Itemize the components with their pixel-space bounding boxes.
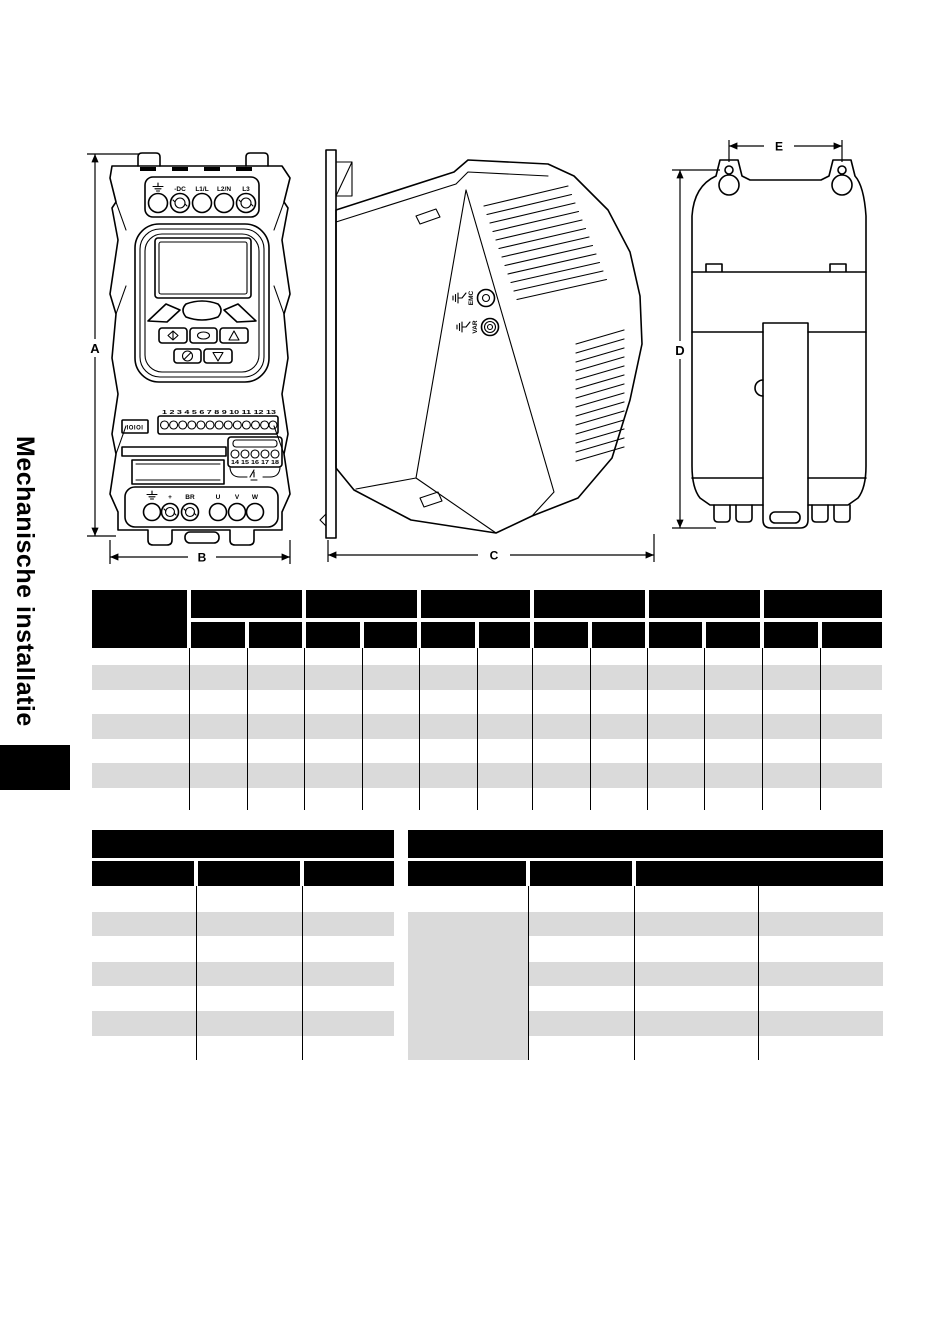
earth-ground-icon	[147, 491, 157, 499]
earth-ground-icon	[453, 293, 466, 303]
t2-title-bar	[92, 830, 394, 858]
display-screen	[155, 238, 251, 298]
down-button	[204, 349, 232, 363]
control-terminal-numbers: 1 2 3 4 5 6 7 8 9 10 11 12 13	[162, 410, 276, 416]
dimension-C	[328, 534, 654, 563]
t1-sub-header	[822, 622, 882, 648]
t1-sub-header	[364, 622, 417, 648]
t1-sub-header	[706, 622, 760, 648]
dim-E-label: E	[774, 139, 784, 154]
t1-sub-header	[306, 622, 360, 648]
relay-contact-icon	[250, 470, 257, 480]
t1-row-stripe	[92, 665, 882, 690]
t3-title-bar	[408, 830, 883, 858]
t1-sub-header	[592, 622, 645, 648]
side-view-drawing	[316, 146, 661, 566]
t1-group-header	[764, 590, 882, 618]
t1-sub-header	[479, 622, 530, 648]
keyhole-slot-right	[832, 166, 852, 195]
t3-header-cell	[636, 861, 883, 886]
t1-sub-header	[249, 622, 302, 648]
enclosure-side-outline	[336, 160, 642, 533]
t1-sub-header	[649, 622, 702, 648]
t2-header-cell	[198, 861, 300, 886]
t3-row-stripe	[528, 912, 883, 936]
navigate-button	[190, 328, 217, 343]
terminal-label-v: V	[234, 494, 240, 501]
power-terminal-block	[125, 487, 278, 527]
t2-header-cell	[92, 861, 194, 886]
t1-header-col1	[92, 590, 187, 648]
terminal-label-plus: +	[168, 494, 172, 501]
t1-group-header	[191, 590, 302, 618]
relay-terminal-numbers: 14 15 16 17 18	[231, 460, 280, 466]
start-button	[159, 328, 187, 343]
stop-button	[174, 349, 201, 363]
t3-merged-cell	[408, 912, 528, 1060]
t1-sub-header	[534, 622, 588, 648]
mounting-table-left	[92, 830, 394, 1060]
t1-group-header	[306, 590, 417, 618]
terminal-label-l3: L3	[242, 186, 250, 193]
vent-grille-upper	[484, 186, 607, 300]
t2-row-stripe	[92, 962, 394, 986]
var-label: VAR	[472, 320, 479, 334]
dimension-D	[670, 170, 720, 528]
var-screw	[457, 319, 499, 336]
dimension-E	[729, 140, 842, 163]
terminal-label-l2: L2/N	[216, 186, 232, 193]
softkey-row	[148, 301, 256, 322]
t1-sub-header	[421, 622, 475, 648]
serial-port-label: IOIOI	[126, 425, 144, 432]
mounting-table-right	[408, 830, 883, 1060]
dim-B-label: B	[197, 550, 207, 565]
enclosure-back-outline	[692, 160, 866, 522]
terminal-label-u: U	[215, 494, 221, 501]
t3-header-cell	[408, 861, 526, 886]
terminal-label-dc: -DC	[174, 186, 186, 193]
dim-A-label: A	[90, 341, 100, 356]
up-button	[220, 328, 248, 343]
dimensions-table	[92, 590, 882, 810]
cable-channel	[755, 323, 808, 528]
chapter-tab-marker	[0, 745, 70, 790]
terminal-label-w: W	[251, 494, 259, 501]
t1-sub-header	[191, 622, 245, 648]
dim-C-label: C	[489, 548, 499, 563]
terminal-label-br: BR	[185, 494, 195, 501]
back-view-drawing	[664, 136, 886, 548]
t1-row-stripe	[92, 763, 882, 788]
t1-group-header	[534, 590, 645, 618]
earth-ground-icon	[153, 183, 163, 191]
t2-header-cell	[304, 861, 394, 886]
emc-label: EMC	[468, 290, 475, 306]
t3-row-stripe	[528, 962, 883, 986]
t1-row-stripe	[92, 714, 882, 739]
t2-row-stripe	[92, 1011, 394, 1036]
t1-group-header	[649, 590, 760, 618]
front-view-drawing	[82, 144, 304, 572]
t3-row-stripe	[528, 1011, 883, 1036]
dim-D-label: D	[675, 343, 685, 358]
t2-row-stripe	[92, 912, 394, 936]
emc-screw	[453, 290, 495, 307]
top-terminal-block	[145, 177, 259, 217]
earth-ground-icon	[457, 322, 470, 332]
back-panel-lines	[692, 264, 866, 478]
t1-sub-header	[764, 622, 818, 648]
relay-terminal-panel	[228, 437, 282, 480]
sidebar-chapter-title: Mechanische installatie	[11, 436, 39, 727]
terminal-label-l1: L1/L	[195, 186, 209, 193]
t3-header-cell	[530, 861, 632, 886]
keyhole-slot-left	[719, 166, 739, 195]
t1-group-header	[421, 590, 530, 618]
